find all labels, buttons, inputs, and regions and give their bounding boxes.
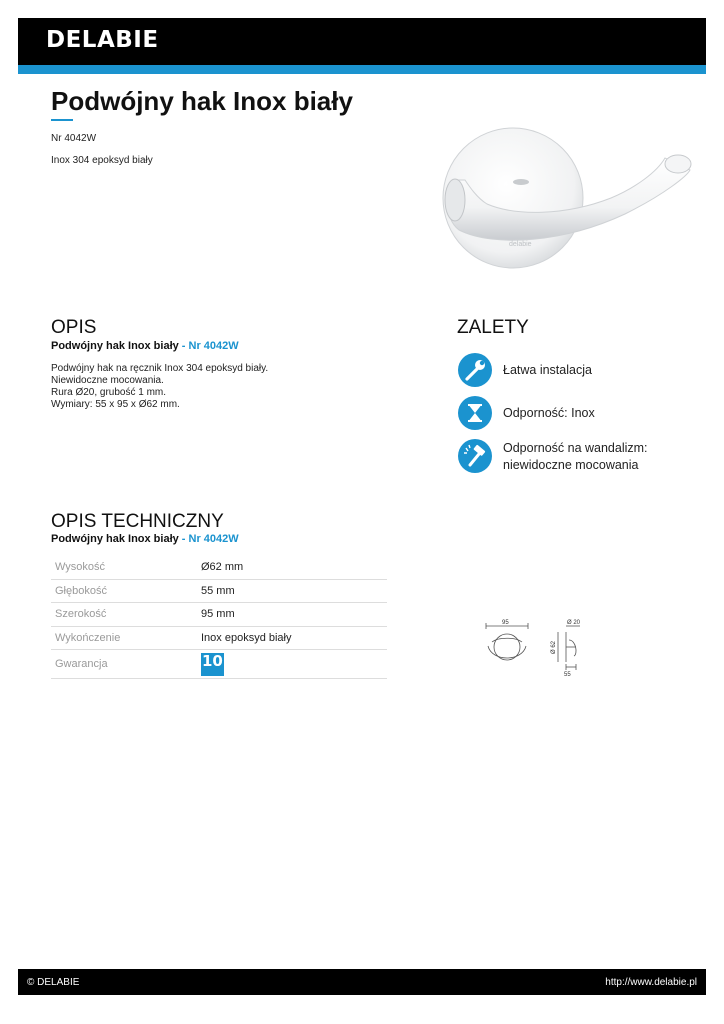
zalety-heading: ZALETY (457, 317, 529, 338)
hammer-icon (458, 439, 492, 473)
hourglass-icon (458, 396, 492, 430)
title-underline (51, 119, 73, 121)
description-line: Podwójny hak na ręcznik Inox 304 epoksyd biały. (51, 363, 269, 374)
footer-bar (18, 969, 706, 995)
tech-heading: OPIS TECHNICZNY (51, 511, 224, 532)
footer-copyright: © DELABIE (27, 977, 80, 988)
svg-text:Ø 62: Ø 62 (551, 640, 557, 654)
description-line: Niewidoczne mocowania. (51, 375, 164, 386)
wrench-icon (458, 353, 492, 387)
svg-text:Ø 20: Ø 20 (567, 620, 581, 626)
footer-url-link[interactable]: http://www.delabie.pl (605, 977, 697, 988)
svg-text:55: 55 (564, 672, 571, 678)
warranty-badge-icon: 10 (201, 653, 224, 676)
description-line: Rura Ø20, grubość 1 mm. (51, 387, 167, 398)
page-title: Podwójny hak Inox biały (51, 86, 353, 116)
opis-description (51, 363, 268, 411)
tech-spec-table (51, 556, 387, 679)
table-row: Szerokość 95 mm (51, 603, 387, 627)
dimension-drawing (484, 614, 594, 678)
table-row: Wysokość Ø62 mm (51, 556, 387, 579)
opis-subtitle: Podwójny hak Inox biały - Nr 4042W (51, 340, 239, 352)
table-row: Gwarancja 10 (51, 650, 387, 679)
product-finish: Inox 304 epoksyd biały (51, 155, 153, 166)
table-row: Wykończenie Inox epoksyd biały (51, 626, 387, 650)
description-line: Wymiary: 55 x 95 x Ø62 mm. (51, 399, 180, 410)
product-image (425, 118, 705, 296)
opis-heading: OPIS (51, 317, 97, 338)
svg-text:95: 95 (502, 620, 509, 626)
product-reference: Nr 4042W (51, 133, 97, 144)
table-row: Głębokość 55 mm (51, 579, 387, 603)
accent-band (18, 65, 706, 74)
header-bar (18, 18, 706, 65)
svg-text:delabie: delabie (509, 241, 532, 248)
tech-subtitle: Podwójny hak Inox biały - Nr 4042W (51, 533, 239, 545)
advantage-text: Odporność na wandalizm: niewidoczne mocowania (503, 441, 648, 472)
delabie-logo: DELABIE (46, 27, 159, 53)
